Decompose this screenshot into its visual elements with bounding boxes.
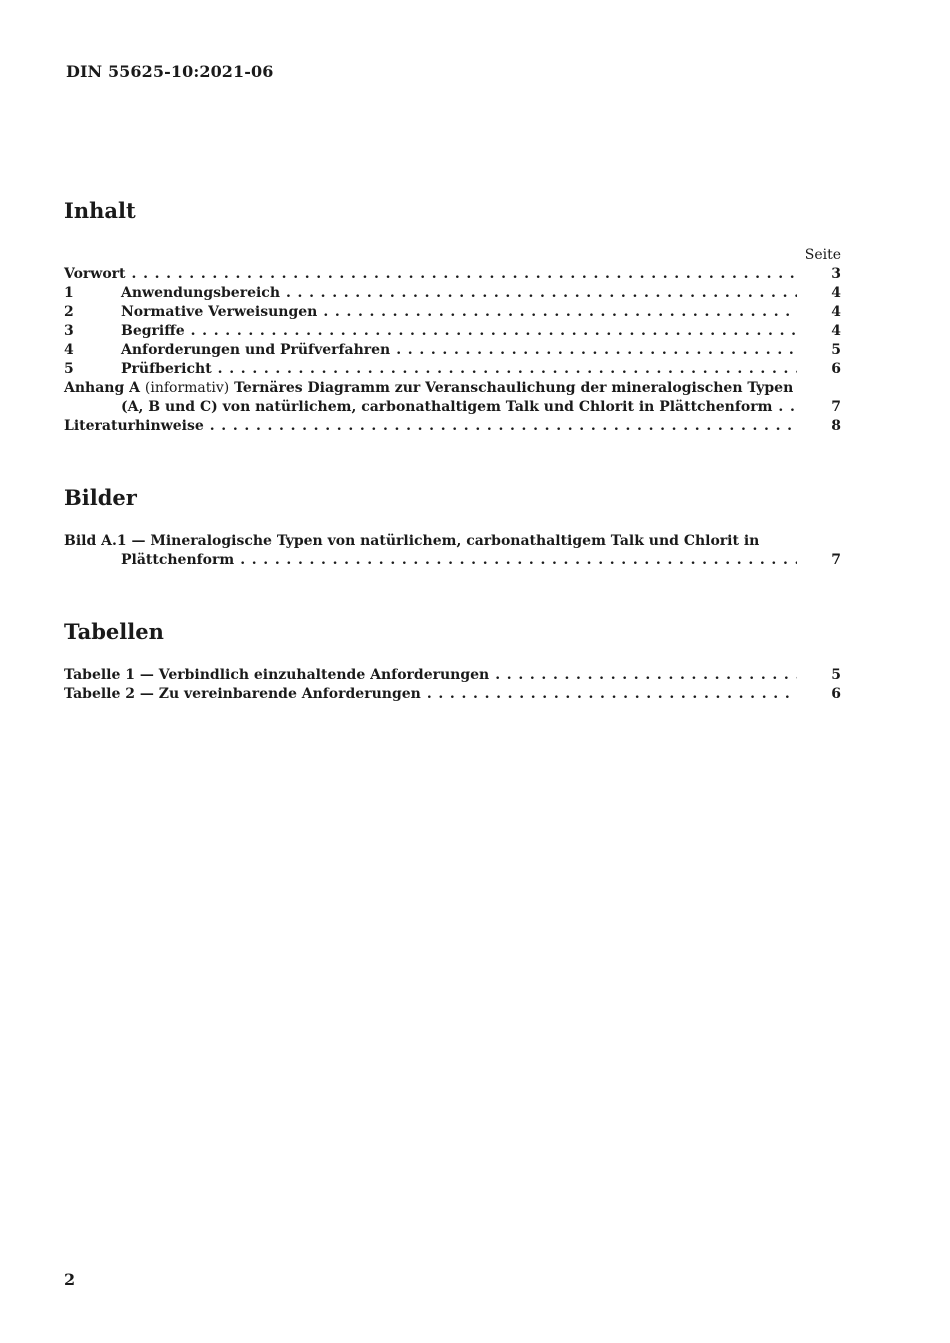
- figure-entry-label: Bild A.1 — Mineralogische Typen von natürlichem, carbonathaltigem Talk und Chlorit in: [64, 533, 760, 549]
- toc-entry-label: Prüfbericht: [121, 361, 212, 377]
- toc-entry-label: Anwendungsbereich: [121, 285, 280, 301]
- table-entry-2[interactable]: [64, 685, 841, 704]
- figure-entry-line1[interactable]: [64, 532, 841, 551]
- leader-dots: [240, 551, 797, 570]
- toc-entry-label: Anforderungen und Prüfverfahren: [121, 342, 391, 358]
- toc-entry-page: 8: [831, 418, 841, 434]
- leader-dots: [427, 685, 797, 704]
- toc-entry-page: 4: [831, 323, 841, 339]
- toc-entry-pruefbericht[interactable]: [64, 360, 841, 379]
- toc-entry-annex-a-line1[interactable]: [64, 379, 841, 398]
- toc-entry-anwendungsbereich[interactable]: [64, 284, 841, 303]
- figures-title: Bilder: [64, 485, 137, 510]
- leader-dots: [396, 341, 797, 360]
- toc-entry-number: 2: [64, 304, 74, 320]
- annex-prefix: Anhang A: [64, 380, 140, 396]
- annex-title-line2: (A, B und C) von natürlichem, carbonathaltigem Talk und Chlorit in Plättchenform: [121, 399, 773, 415]
- contents-section: [64, 198, 841, 436]
- leader-dots: [218, 360, 797, 379]
- toc-entry-page: 7: [831, 399, 841, 415]
- leader-dots: [778, 398, 797, 417]
- tables-list: [64, 666, 841, 704]
- toc-entry-label: [64, 379, 793, 398]
- toc-entry-number: 3: [64, 323, 74, 339]
- toc-entry-number: 1: [64, 285, 74, 301]
- table-entry-label: Tabelle 2 — Zu vereinbarende Anforderungen: [64, 686, 421, 702]
- toc-entry-number: 4: [64, 342, 74, 358]
- annex-qualifier: (informativ): [144, 380, 230, 396]
- toc-list: [64, 265, 841, 436]
- leader-dots: [210, 417, 797, 436]
- toc-entry-literaturhinweise[interactable]: [64, 417, 841, 436]
- table-entry-1[interactable]: [64, 666, 841, 685]
- table-entry-label: Tabelle 1 — Verbindlich einzuhaltende Anforderungen: [64, 667, 490, 683]
- leader-dots: [495, 666, 797, 685]
- toc-entry-label: Normative Verweisungen: [121, 304, 318, 320]
- toc-entry-label: Begriffe: [121, 323, 185, 339]
- toc-entry-page: 4: [831, 285, 841, 301]
- figure-entry-line2[interactable]: [64, 551, 841, 570]
- toc-entry-page: 5: [831, 342, 841, 358]
- toc-entry-begriffe[interactable]: [64, 322, 841, 341]
- leader-dots: [323, 303, 797, 322]
- figures-section: [64, 485, 841, 570]
- leader-dots: [286, 284, 797, 303]
- contents-title: Inhalt: [64, 198, 136, 223]
- leader-dots: [191, 322, 797, 341]
- toc-entry-annex-a-line2[interactable]: [64, 398, 841, 417]
- toc-entry-label: Vorwort: [64, 266, 126, 282]
- figures-list: [64, 532, 841, 570]
- toc-entry-number: 5: [64, 361, 74, 377]
- tables-section: [64, 619, 841, 704]
- figure-entry-page: 7: [831, 552, 841, 568]
- table-entry-page: 6: [831, 686, 841, 702]
- toc-entry-page: 3: [831, 266, 841, 282]
- page-number: 2: [64, 1270, 76, 1289]
- annex-title-line1: Ternäres Diagramm zur Veranschaulichung der mineralogischen Typen: [234, 380, 794, 396]
- toc-entry-vorwort[interactable]: [64, 265, 841, 284]
- table-entry-page: 5: [831, 667, 841, 683]
- figure-entry-label-cont: Plättchenform: [121, 552, 235, 568]
- leader-dots: [132, 265, 797, 284]
- toc-entry-normative-verweisungen[interactable]: [64, 303, 841, 322]
- tables-title: Tabellen: [64, 619, 164, 644]
- page-column-label: Seite: [804, 247, 841, 263]
- toc-entry-anforderungen[interactable]: [64, 341, 841, 360]
- toc-entry-page: 6: [831, 361, 841, 377]
- toc-entry-label: Literaturhinweise: [64, 418, 204, 434]
- document-id: DIN 55625-10:2021-06: [66, 62, 274, 81]
- toc-entry-page: 4: [831, 304, 841, 320]
